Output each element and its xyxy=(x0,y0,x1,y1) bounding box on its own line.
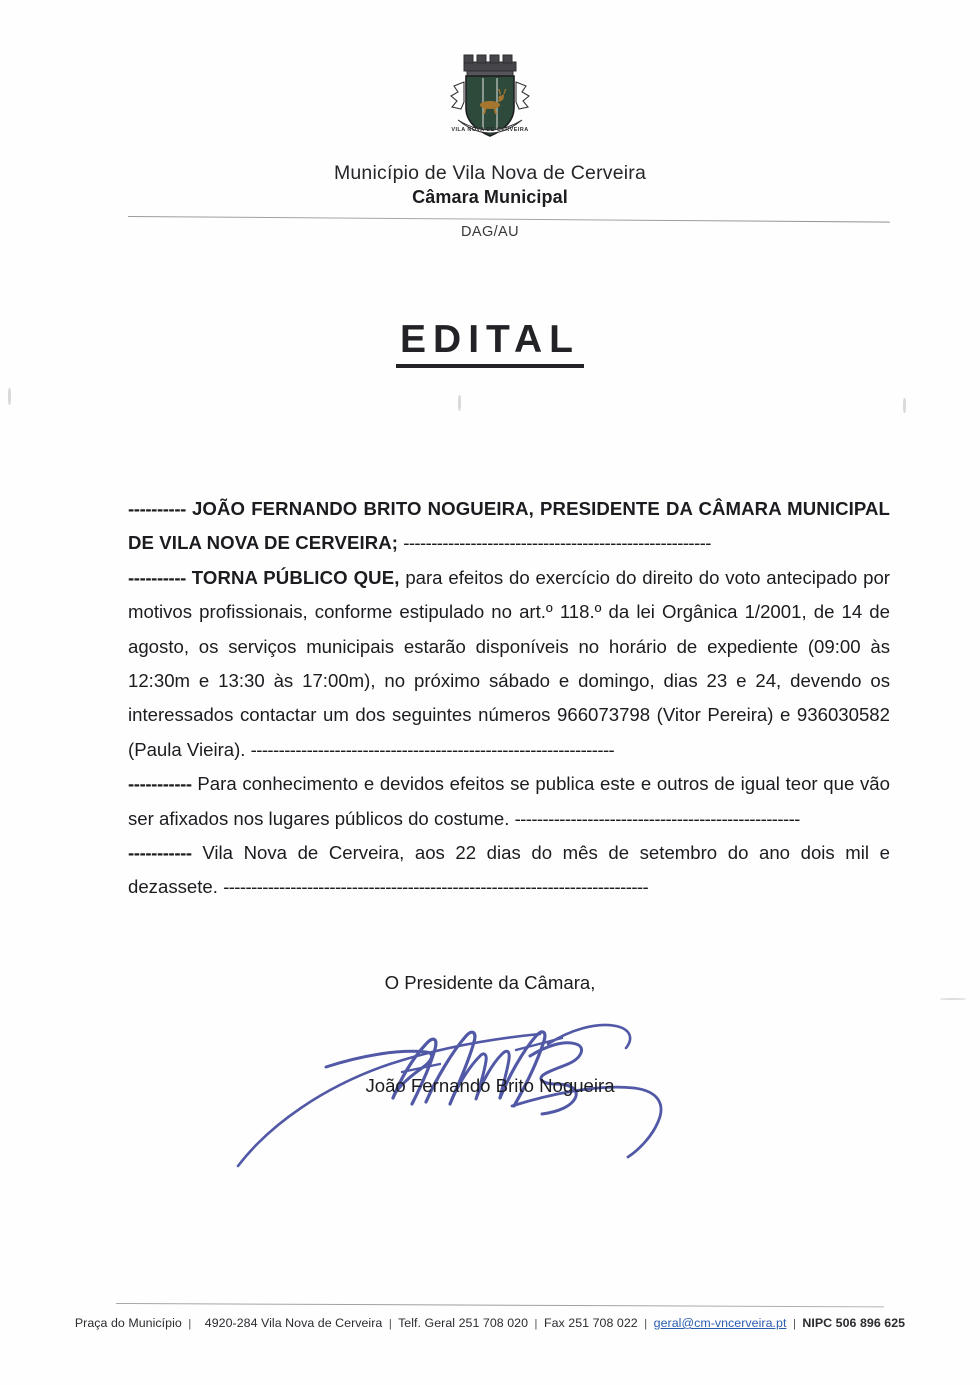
paragraph-notice xyxy=(128,561,890,767)
footer-separator: | xyxy=(388,1318,392,1330)
coat-of-arms-icon xyxy=(444,52,536,147)
footer-nipc: NIPC 506 896 625 xyxy=(802,1316,906,1330)
department-code: DAG/AU xyxy=(461,224,519,240)
organization-name: Município de Vila Nova de Cerveira xyxy=(333,162,647,184)
signer-name: João Fernando Brito Nogueira xyxy=(365,1075,615,1096)
signature-role-label: O Presidente da Câmara, xyxy=(384,972,596,993)
notice-text: para efeitos do exercício do direito do voto antecipado por motivos profissionais, conforme estipulado no art.º 118.º da lei Orgânica 1/2001, de 14 de agosto, os serviços municipais estarão disponíveis no horário de expediente (09:00 às 12:30m e 13:30 às 17:00m), no próximo sábado e domingo, dias 23 e 24, devendo os interessados contactar um dos seguintes números 966073798 (Vitor Pereira) e 936030582 (Paula Vieira). xyxy=(128,566,890,760)
footer-separator: | xyxy=(792,1318,796,1330)
dash-fill: ----------------------------------------------------------------- xyxy=(250,738,615,760)
publication-text: Para conhecimento e devidos efeitos se publica este e outros de igual teor que vão ser afixados nos lugares públicos do costume. xyxy=(128,773,890,829)
footer-separator: | xyxy=(534,1318,538,1330)
crest-motto: VILA NOVA DE CERVEIRA xyxy=(451,127,529,133)
date-text: Vila Nova de Cerveira, aos 22 dias do mês de setembro do ano dois mil e dezassete. xyxy=(128,842,890,898)
paragraph-declarant xyxy=(128,492,890,561)
department-name: Câmara Municipal xyxy=(412,187,568,208)
scan-artifact xyxy=(903,398,906,413)
footer-email-link[interactable]: geral@cm-vncerveira.pt xyxy=(653,1316,787,1330)
letterhead xyxy=(0,52,980,208)
header-divider xyxy=(128,216,890,223)
scan-artifact xyxy=(8,388,11,405)
footer xyxy=(0,1316,980,1330)
declarant-statement: JOÃO FERNANDO BRITO NOGUEIRA, PRESIDENTE DA CÂMARA MUNICIPAL DE VILA NOVA DE CERVEIRA; xyxy=(128,498,890,554)
footer-fax: Fax 251 708 022 xyxy=(543,1316,638,1330)
paragraph-publication xyxy=(128,767,890,836)
document-title xyxy=(0,318,980,362)
dash-fill: --------------------------------------------------- xyxy=(514,807,800,829)
footer-postal: 4920-284 Vila Nova de Cerveira xyxy=(204,1316,383,1330)
footer-address: Praça do Município xyxy=(74,1316,182,1330)
dash-lead: ----------- xyxy=(128,842,192,864)
notice-lead: TORNA PÚBLICO QUE, xyxy=(191,566,400,588)
footer-separator: | xyxy=(644,1318,648,1330)
document-body xyxy=(128,492,890,905)
footer-divider xyxy=(116,1303,884,1307)
document-title-text: EDITAL xyxy=(396,318,584,368)
footer-separator: | xyxy=(188,1318,192,1330)
dash-lead: ----------- xyxy=(128,773,192,795)
footer-phone: Telf. Geral 251 708 020 xyxy=(398,1316,529,1330)
dash-fill: ------------------------------------------------------- xyxy=(403,532,711,554)
signature-image-wrap xyxy=(0,998,980,1118)
dash-fill: ---------------------------------------------------------------------------- xyxy=(223,876,649,898)
paragraph-date xyxy=(128,836,890,905)
dash-lead: ---------- xyxy=(128,498,186,519)
scan-artifact xyxy=(458,395,461,411)
dash-lead: ---------- xyxy=(128,566,186,588)
